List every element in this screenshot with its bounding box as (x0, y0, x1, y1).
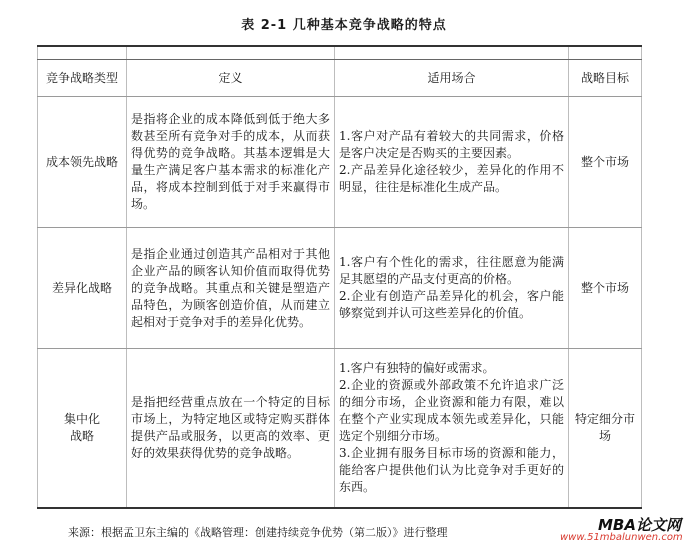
table-row (38, 97, 642, 228)
table-row (38, 349, 642, 508)
header-scenarios: 适用场合 (335, 60, 569, 97)
table-header-row (38, 60, 642, 97)
cell-scenarios (335, 349, 569, 508)
source-note: 来源：根据孟卫东主编的《战略管理：创建持续竞争优势（第二版）》进行整理 (68, 526, 448, 539)
header-strategy-type: 竞争战略类型 (38, 60, 127, 97)
cell-strategy-type: 集中化 战略 (38, 349, 127, 508)
header-goal: 战略目标 (569, 60, 642, 97)
scenario-item: 1.客户对产品有着较大的共同需求，价格是客户决定是否购买的主要因素。 (339, 129, 564, 160)
cell-definition: 是指企业通过创造其产品相对于其他企业产品的顾客认知价值而取得优势的竞争战略。其重点和关键是塑造产品特色，为顾客创造价值，从而建立起相对于竞争对手的差异化优势。 (127, 228, 335, 349)
cell-strategy-type: 差异化战略 (38, 228, 127, 349)
header-definition: 定义 (127, 60, 335, 97)
scenario-item: 2.产品差异化途径较少，差异化的作用不明显，往往是标准化生成产品。 (339, 163, 564, 194)
cell-scenarios (335, 228, 569, 349)
cell-goal: 整个市场 (569, 97, 642, 228)
cell-goal: 整个市场 (569, 228, 642, 349)
strategy-table (37, 45, 642, 509)
cell-goal: 特定细分市场 (569, 349, 642, 508)
scenario-item: 1.客户有个性化的需求，往往愿意为能满足其愿望的产品支付更高的价格。 (339, 255, 564, 286)
cell-strategy-type: 成本领先战略 (38, 97, 127, 228)
scenario-item: 2.企业的资源或外部政策不允许追求广泛的细分市场，企业资源和能力有限，难以在整个产业实现成本领先或差异化，只能选定个别细分市场。 (339, 377, 564, 443)
scenario-item: 2.企业有创造产品差异化的机会，客户能够察觉到并认可这些差异化的价值。 (339, 289, 564, 320)
watermark-url: www.51mbalunwen.com (560, 532, 683, 543)
watermark-logo: MBA论文网 (598, 516, 681, 534)
cell-definition: 是指把经营重点放在一个特定的目标市场上，为特定地区或特定购买群体提供产品或服务，以更高的效率、更好的效果获得优势的竞争战略。 (127, 349, 335, 508)
scenario-item: 1.客户有独特的偏好或需求。 (339, 360, 495, 375)
cell-scenarios (335, 97, 569, 228)
table-row (38, 228, 642, 349)
scenario-item: 3.企业拥有服务目标市场的资源和能力，能给客户提供他们认为比竞争对手更好的东西。 (339, 445, 564, 494)
table-top-spacer (38, 46, 642, 60)
cell-definition: 是指将企业的成本降低到低于绝大多数甚至所有竞争对手的成本，从而获得优势的竞争战略。其基本逻辑是大量生产满足客户基本需求的标准化产品，将成本控制到低于对手来赢得市场。 (127, 97, 335, 228)
table-caption: 表 2-1 几种基本竞争战略的特点 (241, 18, 447, 33)
